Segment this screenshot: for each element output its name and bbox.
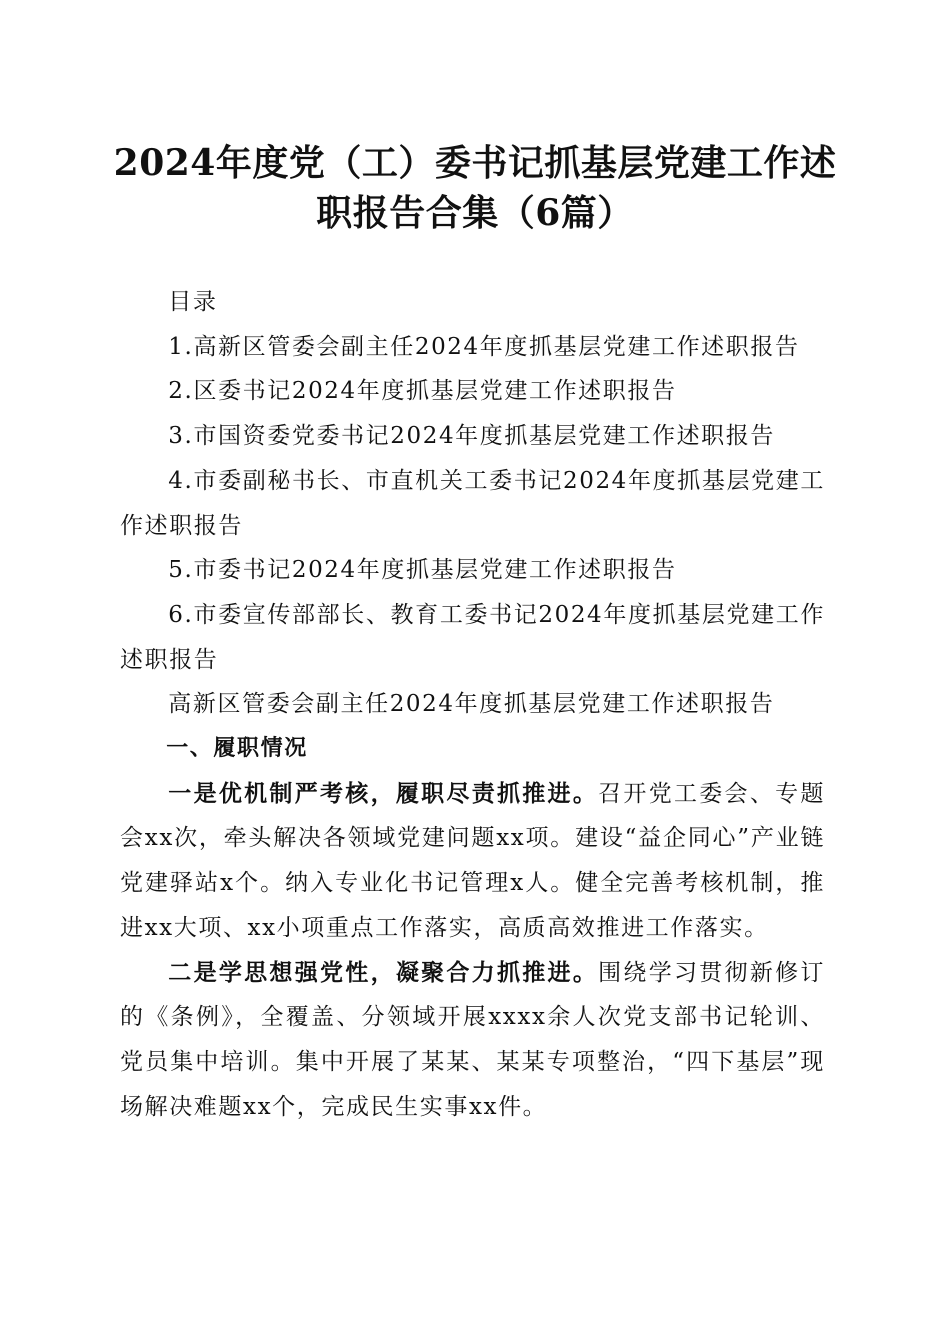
paragraph-2-text: 围绕学习贯彻新修订的《条例》，全覆盖、分领域开展xxxx余人次党支部书记轮训、党员集中培训。集中开展了某某、某某专项整治，“四下基层”现场解决难题xx个，完成民生实事xx件。 — [120, 959, 825, 1120]
title-line-1: 2024年度党（工）委书记抓基层党建工作述 — [113, 142, 837, 184]
section-heading: 一、履职情况 — [166, 736, 308, 762]
article-title: 高新区管委会副主任2024年度抓基层党建工作述职报告 — [168, 691, 775, 718]
toc-item-6: 6.市委宣传部部长、教育工委书记2024年度抓基层党建工作述职报告 — [120, 601, 825, 673]
document-title — [90, 138, 860, 238]
paragraph-1-lead: 一是优机制严考核，履职尽责抓推进。 — [168, 779, 599, 807]
toc-item-5: 5.市委书记2024年度抓基层党建工作述职报告 — [168, 557, 677, 584]
toc-item-4: 4.市委副秘书长、市直机关工委书记2024年度抓基层党建工作述职报告 — [120, 467, 825, 539]
document-body — [120, 280, 825, 1129]
paragraph-1 — [120, 772, 825, 951]
paragraph-2 — [120, 951, 825, 1130]
toc-item-1: 1.高新区管委会副主任2024年度抓基层党建工作述职报告 — [168, 333, 800, 360]
paragraph-1-text: 召开党工委会、专题会xx次，牵头解决各领域党建问题xx项。建设“益企同心”产业链党建驿站x个。纳入专业化书记管理x人。健全完善考核机制，推进xx大项、xx小项重点工作落实，高质高效推进工作落实。 — [120, 780, 825, 941]
title-line-2: 职报告合集（6篇） — [316, 192, 634, 234]
toc-item-3: 3.市国资委党委书记2024年度抓基层党建工作述职报告 — [168, 423, 775, 450]
toc-label: 目录 — [168, 289, 218, 315]
paragraph-2-lead: 二是学思想强党性，凝聚合力抓推进。 — [168, 958, 599, 986]
toc-item-2: 2.区委书记2024年度抓基层党建工作述职报告 — [168, 378, 677, 405]
